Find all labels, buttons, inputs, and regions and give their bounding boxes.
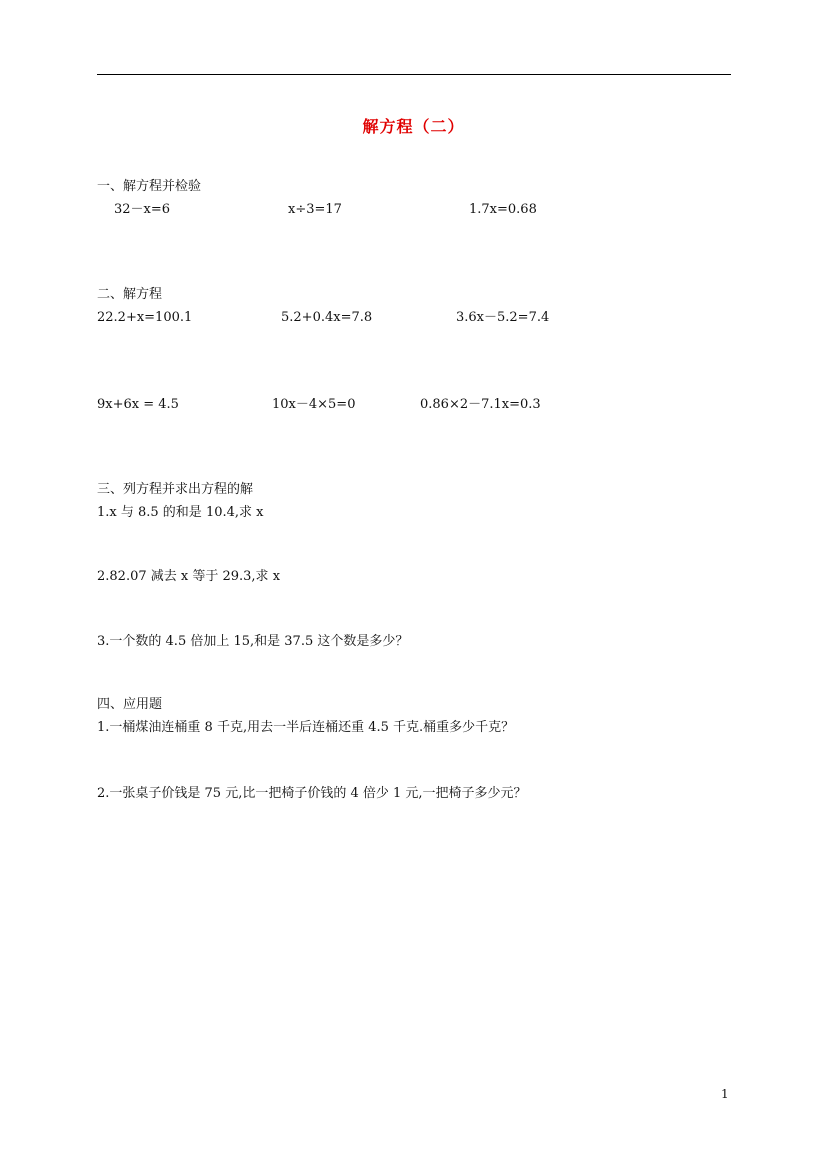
application-problem-4-1: 1.一桶煤油连桶重 8 千克,用去一半后连桶还重 4.5 千克.桶重多少千克？ <box>97 720 515 735</box>
equation-1-2: x÷3=17 <box>288 202 342 217</box>
equation-2-1: 22.2+x=100.1 <box>97 310 193 325</box>
equation-2-6: 0.86×2－7.1x=0.3 <box>420 397 541 412</box>
word-problem-3-2: 2.82.07 减去 x 等于 29.3,求 x <box>97 569 281 584</box>
equation-1-3: 1.7x=0.68 <box>469 202 537 217</box>
section-heading-1: 一、解方程并检验 <box>97 179 202 194</box>
section-heading-2: 二、解方程 <box>97 287 163 302</box>
equation-2-3: 3.6x－5.2=7.4 <box>456 310 550 325</box>
section-heading-4: 四、应用题 <box>97 697 163 712</box>
equation-2-5: 10x－4×5=0 <box>272 397 356 412</box>
equation-2-2: 5.2+0.4x=7.8 <box>281 310 373 325</box>
page-title: 解方程（二） <box>362 117 465 136</box>
header-rule <box>97 74 731 75</box>
page-number: 1 <box>721 1087 729 1101</box>
application-problem-4-2: 2.一张桌子价钱是 75 元,比一把椅子价钱的 4 倍少 1 元,一把椅子多少元？ <box>97 786 527 801</box>
word-problem-3-3: 3.一个数的 4.5 倍加上 15,和是 37.5 这个数是多少？ <box>97 634 409 649</box>
section-heading-3: 三、列方程并求出方程的解 <box>97 482 254 497</box>
equation-2-4: 9x+6x = 4.5 <box>97 397 179 412</box>
word-problem-3-1: 1.x 与 8.5 的和是 10.4,求 x <box>97 505 264 520</box>
equation-1-1: 32－x=6 <box>114 202 171 217</box>
